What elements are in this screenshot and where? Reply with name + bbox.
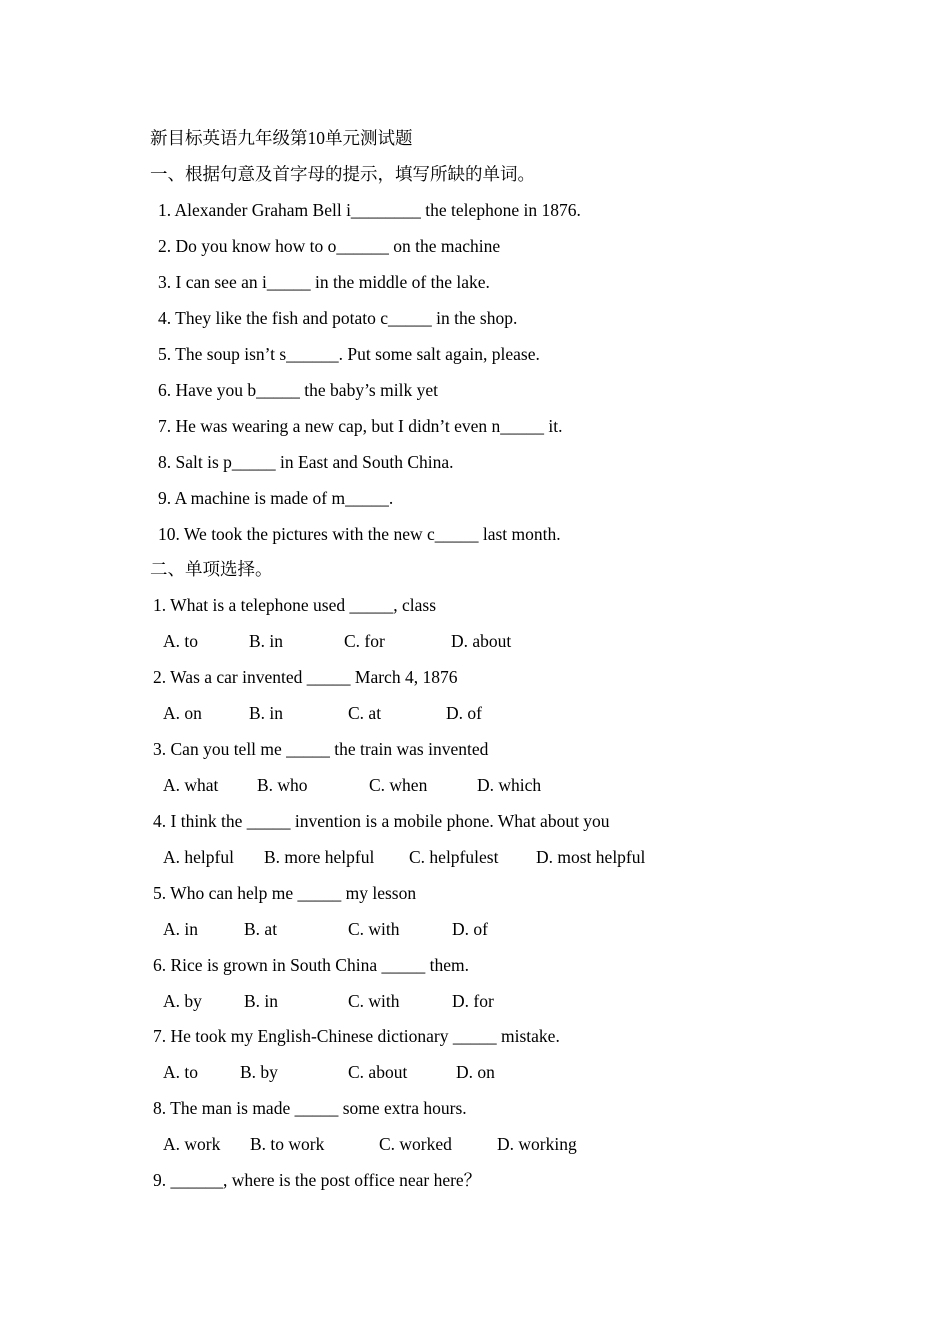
mc-q6-option-b: B. in	[244, 991, 279, 1011]
mc-q4-option-a: A. helpful	[163, 847, 234, 867]
mc-q4-option-b: B. more helpful	[264, 847, 375, 867]
fill-in-item-7: 7. He was wearing a new cap, but I didn’t even n_____ it.	[158, 416, 563, 436]
mc-question-6: 6. Rice is grown in South China _____ them.	[153, 955, 469, 975]
mc-q1-option-d: D. about	[451, 631, 512, 651]
mc-q8-option-d: D. working	[497, 1134, 577, 1154]
fill-in-item-4: 4. They like the fish and potato c_____ in the shop.	[158, 308, 518, 328]
section-1-heading: 一、根据句意及首字母的提示，填写所缺的单词。	[150, 164, 535, 184]
mc-q1-option-c: C. for	[344, 631, 385, 651]
mc-q5-option-b: B. at	[244, 919, 278, 939]
mc-question-2: 2. Was a car invented _____ March 4, 1876	[153, 667, 458, 687]
mc-q3-option-a: A. what	[163, 775, 219, 795]
mc-q6-option-d: D. for	[452, 991, 494, 1011]
mc-q6-option-a: A. by	[163, 991, 202, 1011]
mc-q3-option-c: C. when	[369, 775, 428, 795]
mc-q2-option-d: D. of	[446, 703, 482, 723]
fill-in-item-3: 3. I can see an i_____ in the middle of the lake.	[158, 272, 490, 292]
mc-q8-option-c: C. worked	[379, 1134, 452, 1154]
mc-question-5: 5. Who can help me _____ my lesson	[153, 883, 417, 903]
mc-q7-option-c: C. about	[348, 1062, 408, 1082]
mc-q7-option-a: A. to	[163, 1062, 198, 1082]
mc-q7-option-d: D. on	[456, 1062, 495, 1082]
fill-in-item-6: 6. Have you b_____ the baby’s milk yet	[158, 380, 438, 400]
mc-q2-option-b: B. in	[249, 703, 284, 723]
mc-question-4: 4. I think the _____ invention is a mobile phone. What about you	[153, 811, 610, 831]
mc-q1-option-b: B. in	[249, 631, 284, 651]
mc-q5-option-d: D. of	[452, 919, 488, 939]
mc-question-1: 1. What is a telephone used _____, class	[153, 595, 437, 615]
mc-q5-option-c: C. with	[348, 919, 400, 939]
mc-question-3: 3. Can you tell me _____ the train was invented	[153, 739, 489, 759]
mc-q7-option-b: B. by	[240, 1062, 278, 1082]
fill-in-item-5: 5. The soup isn’t s______. Put some salt again, please.	[158, 344, 540, 364]
mc-q2-option-c: C. at	[348, 703, 382, 723]
mc-q5-option-a: A. in	[163, 919, 198, 939]
fill-in-item-10: 10. We took the pictures with the new c_____ last month.	[158, 524, 561, 544]
mc-question-8: 8. The man is made _____ some extra hours.	[153, 1098, 467, 1118]
fill-in-item-9: 9. A machine is made of m_____.	[158, 488, 394, 508]
section-2-heading: 二、单项选择。	[150, 559, 273, 579]
mc-q6-option-c: C. with	[348, 991, 400, 1011]
mc-q4-option-c: C. helpfulest	[409, 847, 499, 867]
mc-q8-option-b: B. to work	[250, 1134, 325, 1154]
mc-q1-option-a: A. to	[163, 631, 198, 651]
mc-question-7: 7. He took my English-Chinese dictionary _____ mistake.	[153, 1026, 560, 1046]
fill-in-item-8: 8. Salt is p_____ in East and South China.	[158, 452, 454, 472]
page-title: 新目标英语九年级第10单元测试题	[150, 128, 413, 148]
mc-question-9: 9. ______, where is the post office near here？	[153, 1170, 482, 1190]
fill-in-item-1: 1. Alexander Graham Bell i________ the telephone in 1876.	[158, 200, 581, 220]
mc-q4-option-d: D. most helpful	[536, 847, 646, 867]
mc-q3-option-d: D. which	[477, 775, 542, 795]
mc-q8-option-a: A. work	[163, 1134, 221, 1154]
mc-q2-option-a: A. on	[163, 703, 202, 723]
mc-q3-option-b: B. who	[257, 775, 308, 795]
fill-in-item-2: 2. Do you know how to o______ on the machine	[158, 236, 501, 256]
